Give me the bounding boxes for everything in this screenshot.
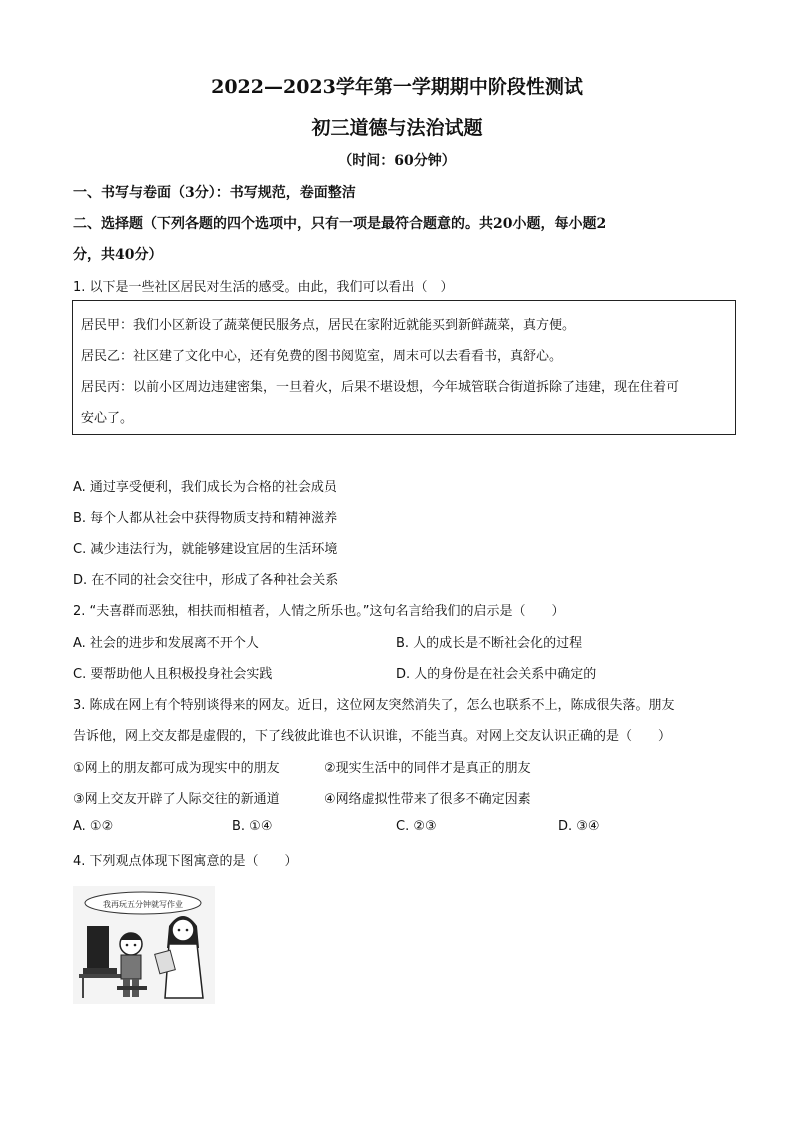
q1-quote-box [72,300,736,435]
q3-option-c: C. ②③ [396,819,437,834]
q3-statement-1: ①网上的朋友都可成为现实中的朋友 [73,761,280,776]
section2-heading-line2: 分，共40分） [73,247,163,263]
q3-option-b: B. ①④ [232,819,273,834]
parent-head [172,919,194,941]
q1-option-d: D. 在不同的社会交往中，形成了各种社会关系 [73,573,339,588]
q3-stem-line2: 告诉他，网上交友都是虚假的，下了线彼此谁也不认识谁，不能当真。对网上交友认识正确的是（ ） [73,729,672,744]
exam-time: （时间：60分钟） [338,153,456,169]
q4-cartoon-image [73,886,215,1004]
q2-option-d: D. 人的身份是在社会关系中确定的 [396,667,597,682]
cartoon-bubble-text: 我再玩五分钟就写作业 [103,900,183,909]
monitor-shape [87,926,109,968]
q4-stem: 4. 下列观点体现下图寓意的是（ ） [73,854,298,869]
q3-statement-4: ④网络虚拟性带来了很多不确定因素 [324,792,531,807]
q3-option-d: D. ③④ [558,819,600,834]
q1-box-line: 安心了。 [81,411,134,426]
q3-statement-3: ③网上交友开辟了人际交往的新通道 [73,792,280,807]
q1-option-c: C. 减少违法行为，就能够建设宜居的生活环境 [73,542,338,557]
exam-title: 2022—2023学年第一学期期中阶段性测试 [211,76,583,98]
section1-heading: 一、书写与卷面（3分）：书写规范，卷面整洁 [73,185,356,201]
q2-option-b: B. 人的成长是不断社会化的过程 [396,636,583,651]
q1-option-a: A. 通过享受便利，我们成长为合格的社会成员 [73,480,337,495]
q1-stem: 1. 以下是一些社区居民对生活的感受。由此，我们可以看出（ ） [73,280,454,295]
exam-subtitle: 初三道德与法治试题 [311,117,483,139]
q2-option-c: C. 要帮助他人且积极投身社会实践 [73,667,273,682]
section2-heading-line1: 二、选择题（下列各题的四个选项中，只有一项是最符合题意的。共20小题，每小题2 [73,216,607,232]
q3-statement-2: ②现实生活中的同伴才是真正的朋友 [324,761,531,776]
q1-option-b: B. 每个人都从社会中获得物质支持和精神滋养 [73,511,338,526]
q2-stem: 2. “夫喜群而恶独，相扶而相植者，人情之所乐也。”这句名言给我们的启示是（ ） [73,604,565,619]
q1-box-line: 居民甲：我们小区新设了蔬菜便民服务点，居民在家附近就能买到新鲜蔬菜，真方便。 [81,318,576,333]
q1-box-line: 居民乙：社区建了文化中心，还有免费的图书阅览室，周末可以去看看书，真舒心。 [81,349,563,364]
q2-option-a: A. 社会的进步和发展离不开个人 [73,636,259,651]
child-body [121,955,141,979]
q1-box-line: 居民丙：以前小区周边违建密集，一旦着火，后果不堪设想，今年城管联合街道拆除了违建，现在住着可 [81,380,680,395]
q3-stem-line1: 3. 陈成在网上有个特别谈得来的网友。近日，这位网友突然消失了，怎么也联系不上，陈成很失落。朋友 [73,698,675,713]
q3-option-a: A. ①② [73,819,114,834]
